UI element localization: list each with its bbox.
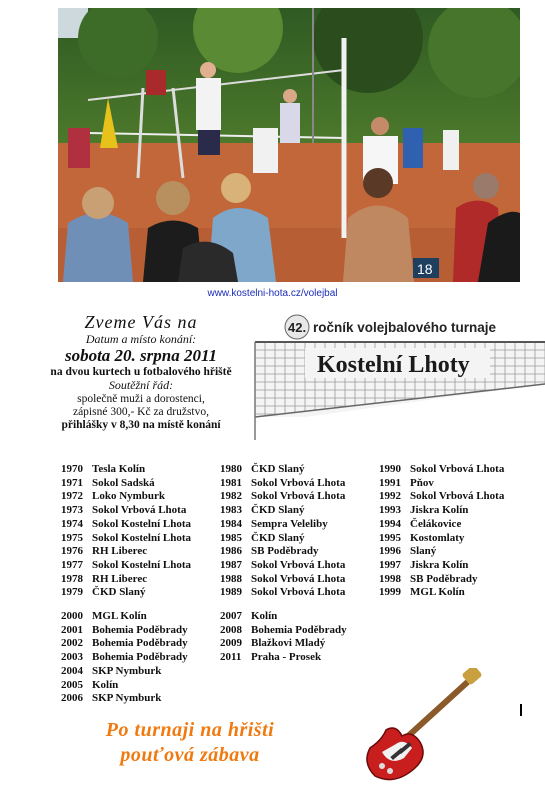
winner-row bbox=[61, 477, 191, 491]
winner-row bbox=[379, 586, 504, 600]
event-place: na dvou kurtech u fotbalového hřiště bbox=[50, 366, 232, 379]
winner-row bbox=[61, 559, 191, 573]
winner-row bbox=[220, 504, 345, 518]
winner-row bbox=[61, 637, 188, 651]
winner-row bbox=[220, 559, 345, 573]
winner-year: 1971 bbox=[61, 476, 83, 489]
winner-year: 2005 bbox=[61, 678, 83, 691]
winner-year: 2004 bbox=[61, 664, 83, 677]
winner-row bbox=[379, 545, 504, 559]
winner-year: 1982 bbox=[220, 490, 242, 503]
winner-row bbox=[61, 532, 191, 546]
winner-team: ČKD Slaný bbox=[92, 586, 146, 599]
winner-row bbox=[61, 665, 188, 679]
winner-year: 1992 bbox=[379, 490, 401, 503]
winner-year: 1977 bbox=[61, 558, 83, 571]
winner-team: Sokol Vrbová Lhota bbox=[251, 558, 346, 571]
winner-row bbox=[220, 490, 345, 504]
winner-team: Bohemia Poděbrady bbox=[251, 623, 347, 636]
invite-title: Zveme Vás na bbox=[84, 312, 198, 332]
winner-row bbox=[220, 463, 345, 477]
winner-team: SB Poděbrady bbox=[251, 545, 319, 558]
winner-row bbox=[220, 477, 345, 491]
winner-row bbox=[61, 504, 191, 518]
winner-year: 1973 bbox=[61, 504, 83, 517]
winner-year: 2007 bbox=[220, 610, 242, 622]
winner-team: Jiskra Kolín bbox=[410, 504, 469, 517]
winner-year: 1989 bbox=[220, 586, 242, 599]
winner-row bbox=[379, 573, 504, 587]
winner-row bbox=[61, 610, 188, 624]
rules-label: Soutěžní řád: bbox=[108, 378, 174, 393]
winner-year: 1986 bbox=[220, 545, 242, 558]
winner-row bbox=[379, 559, 504, 573]
banner-subtitle: ročník volejbalového turnaje bbox=[313, 320, 497, 335]
winner-team: Sokol Kostelní Lhota bbox=[92, 517, 192, 530]
winner-team: MGL Kolín bbox=[410, 586, 465, 599]
winner-row bbox=[220, 545, 345, 559]
winner-year: 1988 bbox=[220, 572, 242, 585]
winner-row bbox=[220, 532, 345, 546]
winners-column-2007-2011 bbox=[220, 610, 347, 665]
footer-line: pouťová zábava bbox=[120, 744, 260, 766]
winner-year: 1987 bbox=[220, 558, 242, 571]
winner-team: Sokol Vrbová Lhota bbox=[410, 463, 505, 475]
winner-year: 2000 bbox=[61, 610, 83, 622]
winner-team: Bohemia Poděbrady bbox=[92, 637, 188, 650]
electric-guitar-icon bbox=[360, 668, 484, 784]
winner-team: Sokol Vrbová Lhota bbox=[251, 490, 346, 503]
winner-team: Praha - Prosek bbox=[251, 651, 322, 664]
winner-row bbox=[379, 463, 504, 477]
winner-year: 1985 bbox=[220, 531, 242, 544]
website-url[interactable]: www.kostelni-hota.cz/volejbal bbox=[207, 288, 338, 299]
winner-year: 1980 bbox=[220, 463, 242, 475]
winner-row bbox=[61, 692, 188, 706]
winner-year: 1981 bbox=[220, 476, 242, 489]
winner-team: SKP Nymburk bbox=[92, 692, 162, 705]
winner-year: 2008 bbox=[220, 623, 242, 636]
winner-year: 2001 bbox=[61, 623, 83, 636]
winner-year: 1975 bbox=[61, 531, 83, 544]
winner-row bbox=[61, 573, 191, 587]
winner-year: 1978 bbox=[61, 572, 83, 585]
winner-row bbox=[379, 477, 504, 491]
edition-number: 42. bbox=[288, 320, 307, 335]
after-party-note bbox=[40, 718, 340, 768]
winner-team: RH Liberec bbox=[92, 572, 148, 585]
winner-team: SB Poděbrady bbox=[410, 572, 478, 585]
winner-row bbox=[61, 490, 191, 504]
winner-year: 1993 bbox=[379, 504, 401, 517]
volleyball-photo bbox=[58, 8, 520, 282]
winner-row bbox=[61, 651, 188, 665]
winner-team: ČKD Slaný bbox=[251, 531, 305, 544]
winner-team: Čelákovice bbox=[410, 517, 462, 530]
winner-team: Sokol Vrbová Lhota bbox=[410, 490, 505, 503]
winner-team: Sokol Sadská bbox=[92, 476, 155, 489]
winner-year: 1995 bbox=[379, 531, 401, 544]
winner-team: Pňov bbox=[410, 476, 434, 489]
winner-year: 1983 bbox=[220, 504, 242, 517]
winner-year: 1972 bbox=[61, 490, 83, 503]
winner-row bbox=[379, 504, 504, 518]
rules-line: zápisné 300,- Kč za družstvo, bbox=[72, 406, 210, 419]
winner-row bbox=[220, 637, 347, 651]
winner-row bbox=[61, 463, 191, 477]
winners-column-2000s bbox=[61, 610, 188, 706]
winner-year: 2011 bbox=[220, 651, 242, 664]
rules-line: přihlášky v 8,30 na místě konání bbox=[61, 419, 221, 432]
footer-line: Po turnaji na hřišti bbox=[105, 719, 275, 741]
winner-team: ČKD Slaný bbox=[251, 463, 305, 475]
winner-row bbox=[220, 610, 347, 624]
winner-year: 1998 bbox=[379, 572, 401, 585]
winner-row bbox=[61, 624, 188, 638]
winner-team: Bohemia Poděbrady bbox=[92, 651, 188, 664]
winner-row bbox=[379, 518, 504, 532]
winner-team: Kolín bbox=[251, 610, 278, 622]
winner-team: Sokol Kostelní Lhota bbox=[92, 558, 192, 571]
winner-year: 1997 bbox=[379, 558, 401, 571]
winner-year: 1996 bbox=[379, 545, 401, 558]
winner-team: Slaný bbox=[410, 545, 437, 558]
invitation-block bbox=[10, 312, 272, 433]
winner-team: MGL Kolín bbox=[92, 610, 147, 622]
tournament-banner bbox=[245, 312, 545, 440]
winner-year: 1970 bbox=[61, 463, 83, 475]
winner-row bbox=[61, 586, 191, 600]
winners-column-1970s bbox=[61, 463, 191, 600]
winner-team: Kostomlaty bbox=[410, 531, 465, 544]
winner-team: Bohemia Poděbrady bbox=[92, 623, 188, 636]
winner-year: 1991 bbox=[379, 476, 401, 489]
winner-team: Sokol Kostelní Lhota bbox=[92, 531, 192, 544]
winner-year: 1994 bbox=[379, 517, 401, 530]
winner-row bbox=[220, 518, 345, 532]
winner-row bbox=[379, 490, 504, 504]
winner-team: Sokol Vrbová Lhota bbox=[251, 572, 346, 585]
winner-team: ČKD Slaný bbox=[251, 504, 305, 517]
winner-year: 1976 bbox=[61, 545, 83, 558]
rules-line: společně muži a dorostenci, bbox=[77, 393, 205, 406]
winner-year: 1984 bbox=[220, 517, 242, 530]
winner-year: 2009 bbox=[220, 637, 242, 650]
winner-team: Loko Nymburk bbox=[92, 490, 166, 503]
winner-team: SKP Nymburk bbox=[92, 664, 162, 677]
winner-team: Kolín bbox=[92, 678, 119, 691]
date-label: Datum a místo konání: bbox=[85, 331, 197, 346]
winner-row bbox=[61, 518, 191, 532]
winners-column-1980s bbox=[220, 463, 345, 600]
winner-row bbox=[61, 679, 188, 693]
winner-team: Sempra Veleliby bbox=[251, 517, 328, 530]
winner-row bbox=[61, 545, 191, 559]
banner-title: Kostelní Lhoty bbox=[317, 352, 470, 378]
winner-year: 1974 bbox=[61, 517, 83, 530]
winner-year: 2003 bbox=[61, 651, 83, 664]
winner-team: Jiskra Kolín bbox=[410, 558, 469, 571]
winner-team: RH Liberec bbox=[92, 545, 148, 558]
scoreboard-number: 18 bbox=[417, 261, 433, 277]
winner-year: 1979 bbox=[61, 586, 83, 599]
winner-year: 1990 bbox=[379, 463, 401, 475]
winner-team: Blažkovi Mladý bbox=[251, 637, 326, 650]
winner-year: 2002 bbox=[61, 637, 83, 650]
winner-row bbox=[220, 586, 345, 600]
winner-team: Tesla Kolín bbox=[92, 463, 146, 475]
winner-row bbox=[379, 532, 504, 546]
winner-year: 1999 bbox=[379, 586, 401, 599]
winner-row bbox=[220, 624, 347, 638]
event-date: sobota 20. srpna 2011 bbox=[64, 346, 218, 366]
winner-team: Sokol Vrbová Lhota bbox=[251, 476, 346, 489]
winner-team: Sokol Vrbová Lhota bbox=[92, 504, 187, 517]
divider-mark bbox=[520, 704, 522, 716]
winners-column-1990s bbox=[379, 463, 504, 600]
winner-year: 2006 bbox=[61, 692, 83, 705]
winner-row bbox=[220, 651, 347, 665]
winner-row bbox=[220, 573, 345, 587]
winner-team: Sokol Vrbová Lhota bbox=[251, 586, 346, 599]
